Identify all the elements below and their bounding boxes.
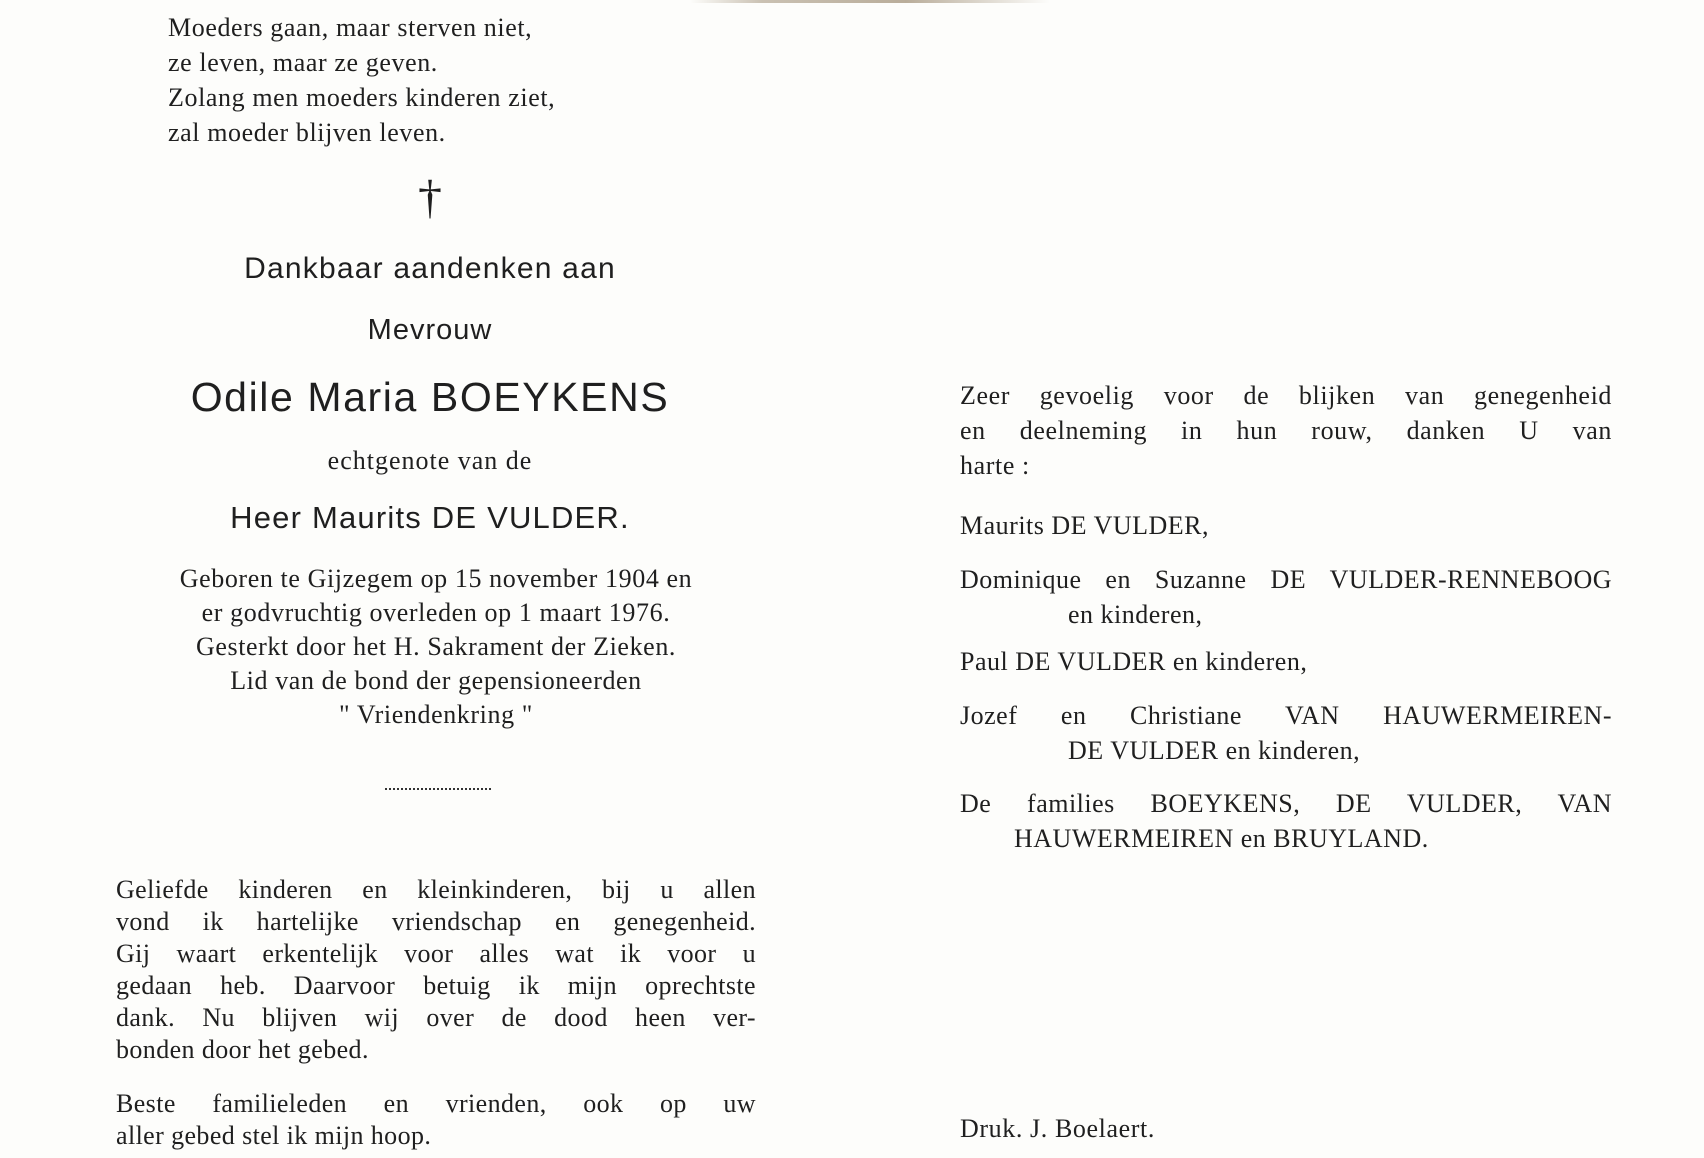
paragraph-line: Beste familieleden en vrienden, ook op uw xyxy=(116,1089,756,1118)
family-entry-5 xyxy=(960,786,1612,856)
family-line: Maurits DE VULDER, xyxy=(960,511,1210,540)
thanks-line: harte : xyxy=(960,451,1030,480)
spouse-name: Heer Maurits DE VULDER. xyxy=(230,500,630,535)
paragraph-line: bonden door het gebed. xyxy=(116,1035,369,1064)
dotted-separator xyxy=(385,788,491,790)
thanks-line: Zeer gevoelig voor de blijken van genegenheid xyxy=(960,381,1612,410)
family-entry-3 xyxy=(960,644,1612,679)
paragraph-line: dank. Nu blijven wij over de dood heen ver- xyxy=(116,1003,756,1032)
paragraph-line: aller gebed stel ik mijn hoop. xyxy=(116,1121,432,1150)
paragraph-line: vond ik hartelijke vriendschap en genegenheid. xyxy=(116,907,756,936)
deceased-name: Odile Maria BOEYKENS xyxy=(190,374,670,420)
message-paragraph-2 xyxy=(116,1088,756,1152)
title-mevrouw: Mevrouw xyxy=(367,314,493,346)
family-line: De families BOEYKENS, DE VULDER, VAN xyxy=(960,789,1612,818)
detail-line: Gesterkt door het H. Sakrament der Zieken. xyxy=(195,632,677,661)
family-line: HAUWERMEIREN en BRUYLAND. xyxy=(1014,824,1429,853)
paragraph-line: Geliefde kinderen en kleinkinderen, bij u allen xyxy=(116,875,756,904)
thanks-paragraph xyxy=(960,378,1612,483)
birth-death-details xyxy=(116,562,756,732)
poem-line: ze leven, maar ze geven. xyxy=(168,48,438,77)
poem-line: Moeders gaan, maar sterven niet, xyxy=(168,13,533,42)
family-entry-2 xyxy=(960,562,1612,632)
right-panel xyxy=(960,0,1660,1158)
remembrance-heading: Dankbaar aandenken aan xyxy=(244,252,616,285)
paragraph-line: gedaan heb. Daarvoor betuig ik mijn oprechtste xyxy=(116,971,756,1000)
paragraph-line: Gij waart erkentelijk voor alles wat ik voor u xyxy=(116,939,756,968)
family-line: Jozef en Christiane VAN HAUWERMEIREN- xyxy=(960,701,1612,730)
family-line: Paul DE VULDER en kinderen, xyxy=(960,647,1308,676)
family-entry-1 xyxy=(960,508,1612,543)
printer-credit: Druk. J. Boelaert. xyxy=(960,1114,1155,1143)
detail-line: " Vriendenkring " xyxy=(338,700,533,729)
cross-icon: † xyxy=(418,171,442,224)
poem-line: zal moeder blijven leven. xyxy=(168,118,446,147)
poem xyxy=(168,10,555,150)
family-line: en kinderen, xyxy=(1068,600,1203,629)
family-entry-4 xyxy=(960,698,1612,768)
poem-line: Zolang men moeders kinderen ziet, xyxy=(168,83,556,112)
family-line: Dominique en Suzanne DE VULDER-RENNEBOOG xyxy=(960,565,1612,594)
detail-line: er godvruchtig overleden op 1 maart 1976. xyxy=(201,598,671,627)
detail-line: Lid van de bond der gepensioneerden xyxy=(230,666,642,695)
thanks-line: en deelneming in hun rouw, danken U van xyxy=(960,416,1612,445)
spouse-intro: echtgenote van de xyxy=(327,446,533,475)
detail-line: Geboren te Gijzegem op 15 november 1904 en xyxy=(179,564,693,593)
message-paragraph-1 xyxy=(116,874,756,1066)
family-line: DE VULDER en kinderen, xyxy=(1068,736,1361,765)
